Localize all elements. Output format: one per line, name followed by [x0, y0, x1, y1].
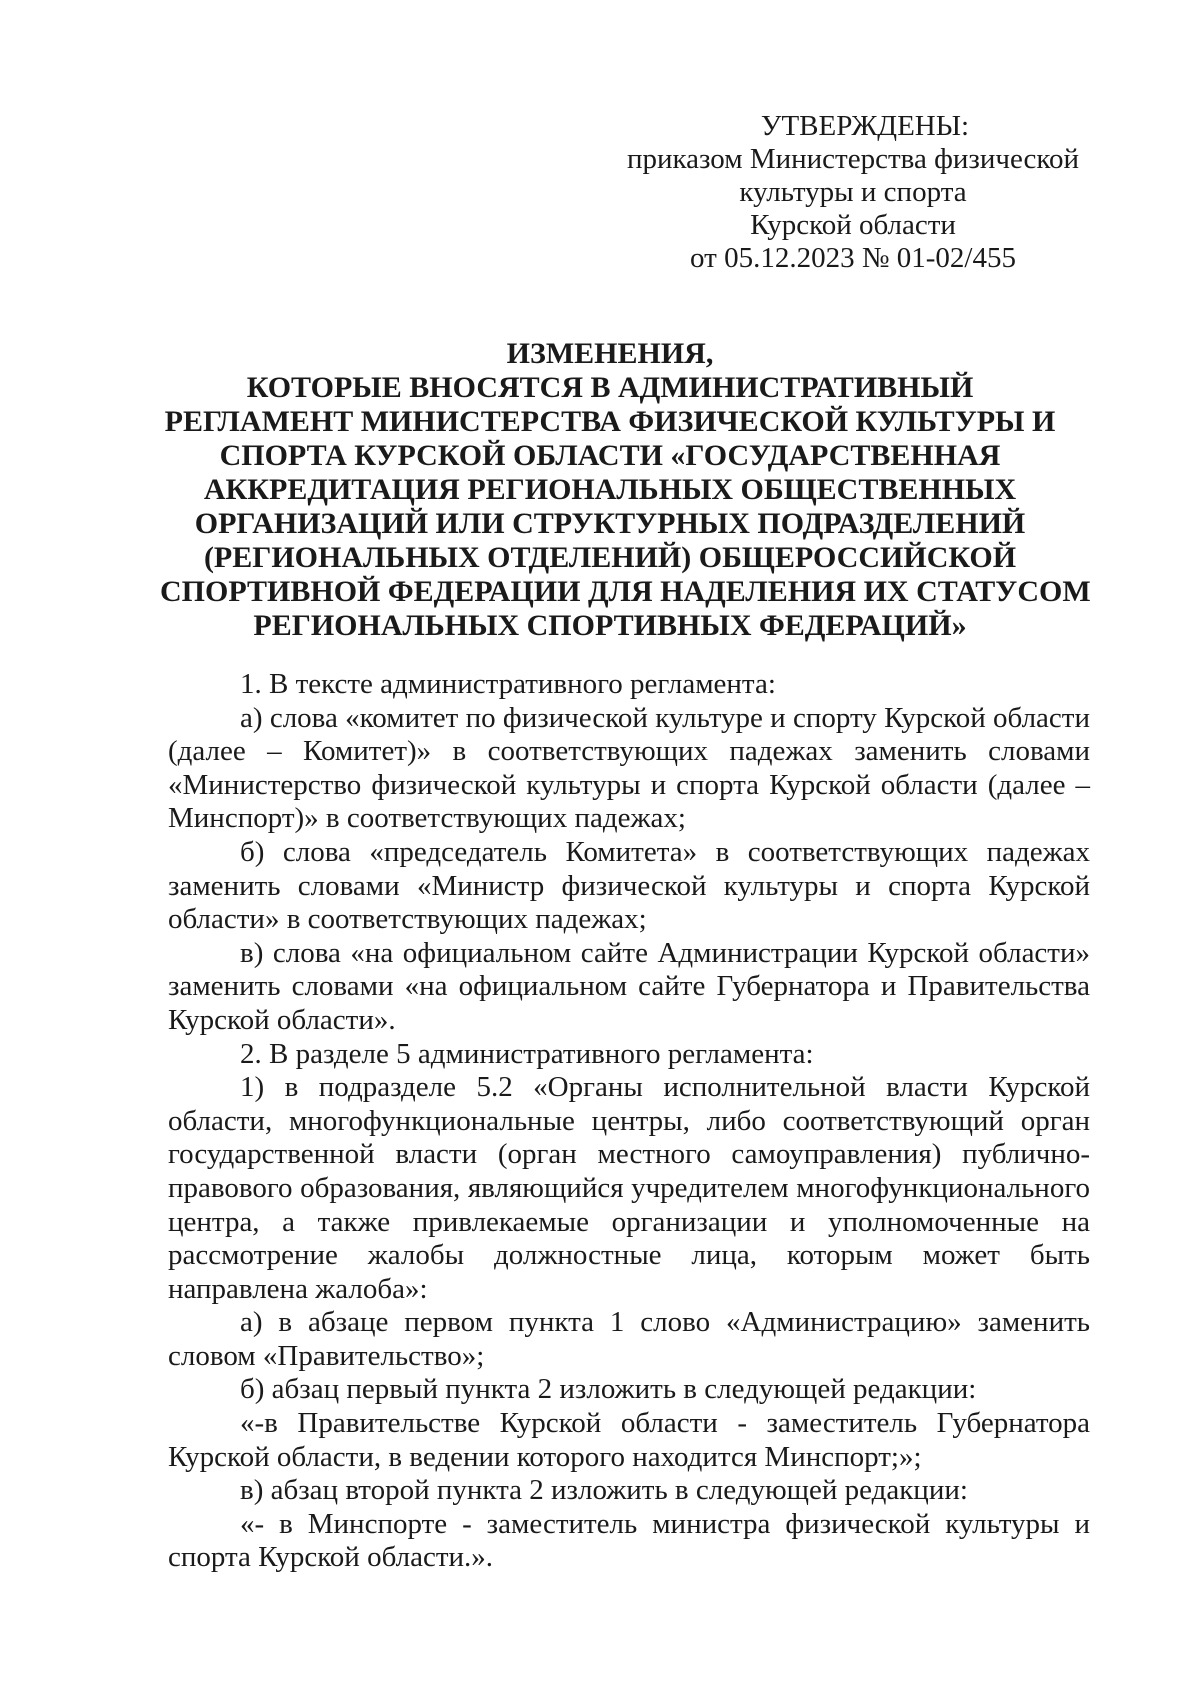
- paragraph-quote-minsport: «- в Минспорте - заместитель министра физической культуры и спорта Курской области.».: [168, 1507, 1090, 1574]
- approval-date-number: от 05.12.2023 № 01-02/455: [690, 242, 1016, 274]
- document-body: [168, 668, 1090, 1575]
- paragraph-item-1v: в) слова «на официальном сайте Администрации Курской области» заменить словами «на официальном сайте Губернатора и Правительства Курской области».: [168, 936, 1090, 1036]
- paragraph-item-1a: а) слова «комитет по физической культуре и спорту Курской области (далее – Комитет)» в соответствующих падежах заменить словами «Министерство физической культуры и спорта Курской области (далее – Минспорт)» в соответствующих падежах;: [168, 701, 1090, 835]
- paragraph-item-2-1v: в) абзац второй пункта 2 изложить в следующей редакции:: [240, 1474, 968, 1507]
- title-line: ОРГАНИЗАЦИЙ ИЛИ СТРУКТУРНЫХ ПОДРАЗДЕЛЕНИЙ: [194, 507, 1026, 540]
- paragraph-item-2-1a: а) в абзаце первом пункта 1 слово «Администрацию» заменить словом «Правительство»;: [168, 1306, 1090, 1372]
- approval-ministry-line: культуры и спорта: [739, 176, 967, 208]
- paragraph-item-2-1b: б) абзац первый пункта 2 изложить в следующей редакции:: [240, 1373, 977, 1406]
- paragraph-quote-government: «-в Правительстве Курской области - заместитель Губернатора Курской области, в ведении которого находится Минспорт;»;: [168, 1407, 1090, 1473]
- approval-region-line: Курской области: [750, 209, 956, 241]
- title-line: СПОРТИВНОЙ ФЕДЕРАЦИИ ДЛЯ НАДЕЛЕНИЯ ИХ СТАТУСОМ: [160, 575, 1091, 608]
- paragraph-item-1: 1. В тексте административного регламента:: [240, 668, 776, 700]
- title-line: АККРЕДИТАЦИЯ РЕГИОНАЛЬНЫХ ОБЩЕСТВЕННЫХ: [203, 473, 1017, 506]
- title-line: РЕГИОНАЛЬНЫХ СПОРТИВНЫХ ФЕДЕРАЦИЙ»: [253, 609, 967, 642]
- approval-heading: УТВЕРЖДЕНЫ:: [760, 110, 970, 142]
- title-line: ИЗМЕНЕНИЯ,: [506, 337, 714, 370]
- title-line: РЕГЛАМЕНТ МИНИСТЕРСТВА ФИЗИЧЕСКОЙ КУЛЬТУРЫ И: [164, 405, 1056, 438]
- title-line: (РЕГИОНАЛЬНЫХ ОТДЕЛЕНИЙ) ОБЩЕРОССИЙСКОЙ: [203, 541, 1017, 574]
- approval-order-line: приказом Министерства физической: [626, 143, 1080, 175]
- title-line: КОТОРЫЕ ВНОСЯТСЯ В АДМИНИСТРАТИВНЫЙ: [246, 371, 974, 404]
- paragraph-item-2-1: 1) в подразделе 5.2 «Органы исполнительной власти Курской области, многофункциональные центры, либо соответствующий орган государственной власти (орган местного самоуправления) публично-правового образования, являющийся учредителем многофункционального центра, а также привлекаемые организации и уполномоченные на рассмотрение жалобы должностные лица, которым может быть направлена жалоба»:: [168, 1071, 1090, 1305]
- paragraph-item-2: 2. В разделе 5 административного регламента:: [240, 1037, 814, 1070]
- approval-block: [618, 110, 1088, 275]
- document-title: [160, 337, 1091, 643]
- title-line: СПОРТА КУРСКОЙ ОБЛАСТИ «ГОСУДАРСТВЕННАЯ: [219, 439, 1001, 472]
- paragraph-item-1b: б) слова «председатель Комитета» в соответствующих падежах заменить словами «Министр физической культуры и спорта Курской области» в соответствующих падежах;: [168, 835, 1090, 936]
